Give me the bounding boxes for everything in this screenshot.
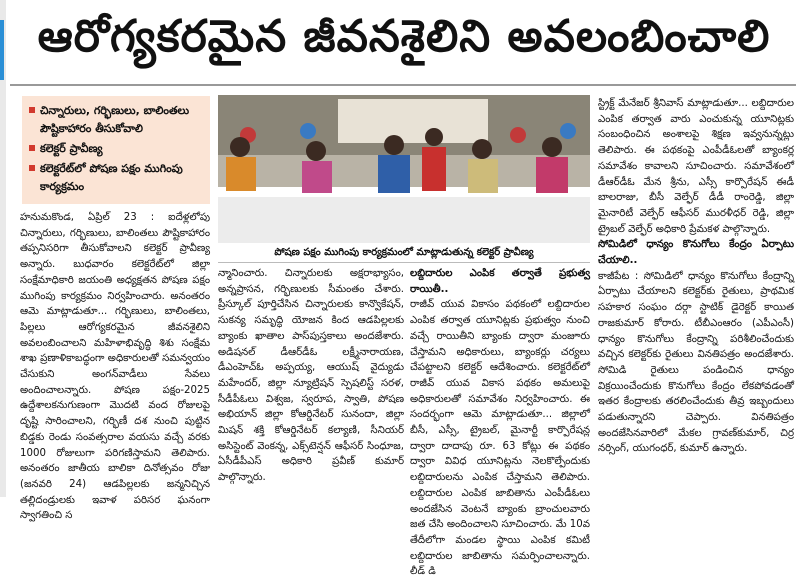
highlight-item: కలెక్టరేట్‌లో పోషణ పక్షం ముగింపు కార్యక్రమం (28, 160, 204, 196)
event-photo (218, 95, 590, 243)
page-edge (0, 0, 6, 497)
article-column-4 (598, 96, 794, 497)
highlights-box (22, 96, 210, 204)
column-text: స్ట్రిక్ట్ మేనేజర్ శ్రీనివాస్ మాట్లాడుతూ... లబ్దిదారుల ఎంపిక తర్వాత వారు ఎంచుకున్న యూనిట్లకు సంబంధించిన అంశాలపై శిక్షణ ఇవ్వనున్నట్లు తెలిపారు. ఈ పథకంపై ఎంపీడీఓలతో బ్యాంకర్ల సమావేశం కావాలని సూచించారు. సమావేశంలో డీఆర్‌డీఓ మేన శ్రీను, ఎస్సీ కార్పొరేషన్ ఈడీ బాలరాజు, బీసీ వెల్ఫేర్ డీడీ రాంరెడ్డి, జిల్లా మైనారిటీ వెల్ఫేర్ ఆఫీసర్ మురళీధర్ రెడ్డి, జిల్లా ట్రైబల్ వెల్ఫేర్ అధికారి ప్రేమకళ పాల్గొన్నారు. (598, 98, 794, 235)
article-column-3 (410, 266, 590, 578)
edge-accent (0, 20, 4, 80)
subheading: సోమిడిలో ధాన్యం కొనుగోలు కేంద్రం ఏర్పాటు చేయాలి.. (598, 239, 794, 267)
column-text: హనుమకొండ, ఏప్రిల్ 23 : ఐదేళ్లలోపు చిన్నారులు, గర్భిణులు, బాలింతలు పౌష్టికాహారం తప్పనిసరిగా తీసుకోవాలని కలెక్టర్ ప్రావీణ్య అన్నారు. బుధవారం కలెక్టరేట్‌లో జిల్లా సంక్షేమాధికారి జయంతి అధ్యక్షతన పోషణ పక్షం ముగింపు కార్యక్రమం నిర్వహించారు. అనంతరం ఆమె మాట్లాడుతూ... గర్భిణులు, బాలింతలు, పిల్లలు ఆరోగ్యకరమైన జీవనశైలిని అవలంబించాలని మహిళాభివృద్ధి శిశు సంక్షేమ శాఖ ప్రణాళికాబద్ధంగా అధికారులతో సమన్వయం చేసుకుని అంగన్‌వాడీలు సేవలు అందించాలన్నారు. పోషణ పక్షం-2025 ఉద్దేశాలకనుగుణంగా మొదటి వంద రోజులపై దృష్టి సారించాలని, గర్భిణీ దశ నుంచి పుట్టిన బిడ్డకు రెండు సంవత్సరాల వయసు వచ్చే వరకు 1000 రోజులుగా పరిగణిస్తామని తెలిపారు. అనంతరం జాతీయ బాలికా దినోత్సవం రోజు (జనవరి 24) ఆడపిల్లలకు జన్మనిచ్చిన తల్లిదండ్రులకు ఇవాళ పరిసర ఘనంగా స్వాగతించి స (20, 212, 210, 522)
event-photo-illustration (218, 95, 590, 243)
article-column-1 (20, 210, 210, 522)
highlight-item: చిన్నారులు, గర్భిణులు, బాలింతలు పౌష్టికాహారం తీసుకోవాలి (28, 102, 204, 138)
highlight-item: కలెక్టర్ ప్రావీణ్య (28, 140, 204, 158)
column-text: కాజీపేట : సోమిడిలో ధాన్యం కొనుగోలు కేంద్రాన్ని ఏర్పాటు చేయాలని కలెక్టర్‌కు రైతులు, ప్రాథమిక సహకార సంఘం దర్గా స్టాటిక్ డైరెక్టర్ కాయిత రాజకుమార్ కోరారు. టీబీఎంఆరం (ఎపీఎంసీ) ధాన్యం కొనుగోలు కేంద్రాన్ని పరిశీలించేందుకు వచ్చిన కలెక్టర్‌కు రైతులు వినతిపత్రం అందజేశారు. సోమిడి రైతులు పండించిన ధాన్యం విక్రయించేందుకు కొనుగోలు కేంద్రం లేకపోవడంతో ఇతర కేంద్రాలకు తరలించేందుకు తీవ్ర ఇబ్బందులు పడుతున్నారని చెప్పారు. వినతిపత్రం అందజేసినవారిలో మేకల గ్రావణ్‌కుమార్, చిర్ర నర్సింగ్, యుగంధర్, కుమార్ ఉన్నారు. (598, 270, 794, 455)
article-column-2 (218, 266, 404, 497)
photo-caption: పోషణ పక్షం ముగింపు కార్యక్రమంలో మాట్లాడుతున్న కలెక్టర్ ప్రావీణ్య (218, 244, 590, 263)
column-text: న్మానించారు. చిన్నారులకు అక్షరాభ్యాసం, అన్నప్రాసన, గర్భిణులకు సీమంతం చేశారు. ప్రీస్కూల్ పూర్తిచేసిన చిన్నారులకు కాన్వొకేషన్, సుకన్య సమృద్ధి యోజన కింద ఆడపిల్లలకు బ్యాంకు ఖాతాల పాస్‌పుస్తకాలు అందజేశారు. అడిషనల్ డీఆర్‌డీఓ లక్ష్మీనారాయణ, డీఎంహెచ్‌ఓ అప్పయ్య, ఆయుష్ వైద్యుడు మహేందర్, జిల్లా న్యూట్రిషన్ స్పెషలిస్ట్ సరళ, సీడీపీఓలు విశ్వజ, స్వరూప, స్వాతి, పోషణ అభియాన్ జిల్లా కోఆర్డినేటర్ సునందా, జిల్లా మిషన్ శక్తి కోఆర్డినేటర్ కల్యాణి, సీనియర్ అసిస్టెంట్ వెంకన్న, ఎక్స్‌టెన్షన్ ఆఫీసర్ సింధూజ, ఏసీడీపీఎస్ అధికారి ప్రవీణ్ కుమార్ పాల్గొన్నారు. (218, 268, 404, 484)
subheading: లబ్దిదారుల ఎంపిక తర్వాతే ప్రభుత్వ రాయితీ.. (410, 268, 590, 295)
headline: ఆరోగ్యకరమైన జీవనశైలిని అవలంబించాలి (37, 11, 771, 62)
headline-rule (10, 84, 796, 86)
column-text: రాజీవ్ యువ వికాసం పథకంలో లబ్దిదారుల ఎంపిక తర్వాత యూనిట్లకు ప్రభుత్వం నుంచి వచ్చే రాయితీని బ్యాంకు ద్వారా మంజూరు చేస్తామని అధికారులు, బ్యాంకర్లు చర్యలు చేపట్టాలని కలెక్టర్ ఆదేశించారు. కలెక్టరేట్‌లో రాజీవ్ యువ వికాస పథకం అమలుపై అధికారులతో సమావేశం నిర్వహించారు. ఈ సందర్భంగా ఆమె మాట్లాడుతూ... జిల్లాలో బీసీ, ఎస్సీ, ట్రైబల్, మైనార్టీ కార్పొరేషన్ల ద్వారా దాదాపు రూ. 63 కోట్లు ఈ పథకం ద్వారా వివిధ యూనిట్లను నెలకొల్పేందుకు లబ్దిదారులను ఎంపిక చేస్తామని తెలిపారు. లబ్దిదారుల ఎంపిక జాబితాను ఎంపీడీఓలు అందజేసిన వెంటనే బ్యాంకు బ్రాంచులవారు జత చేసి అందించాలని సూచించారు. మే 10వ తేదీలోగా మండల స్థాయి ఎంపిక కమిటీ లబ్దిదారుల జాబితాను సమర్పించాలన్నారు. లీడ్ డి (410, 299, 590, 578)
